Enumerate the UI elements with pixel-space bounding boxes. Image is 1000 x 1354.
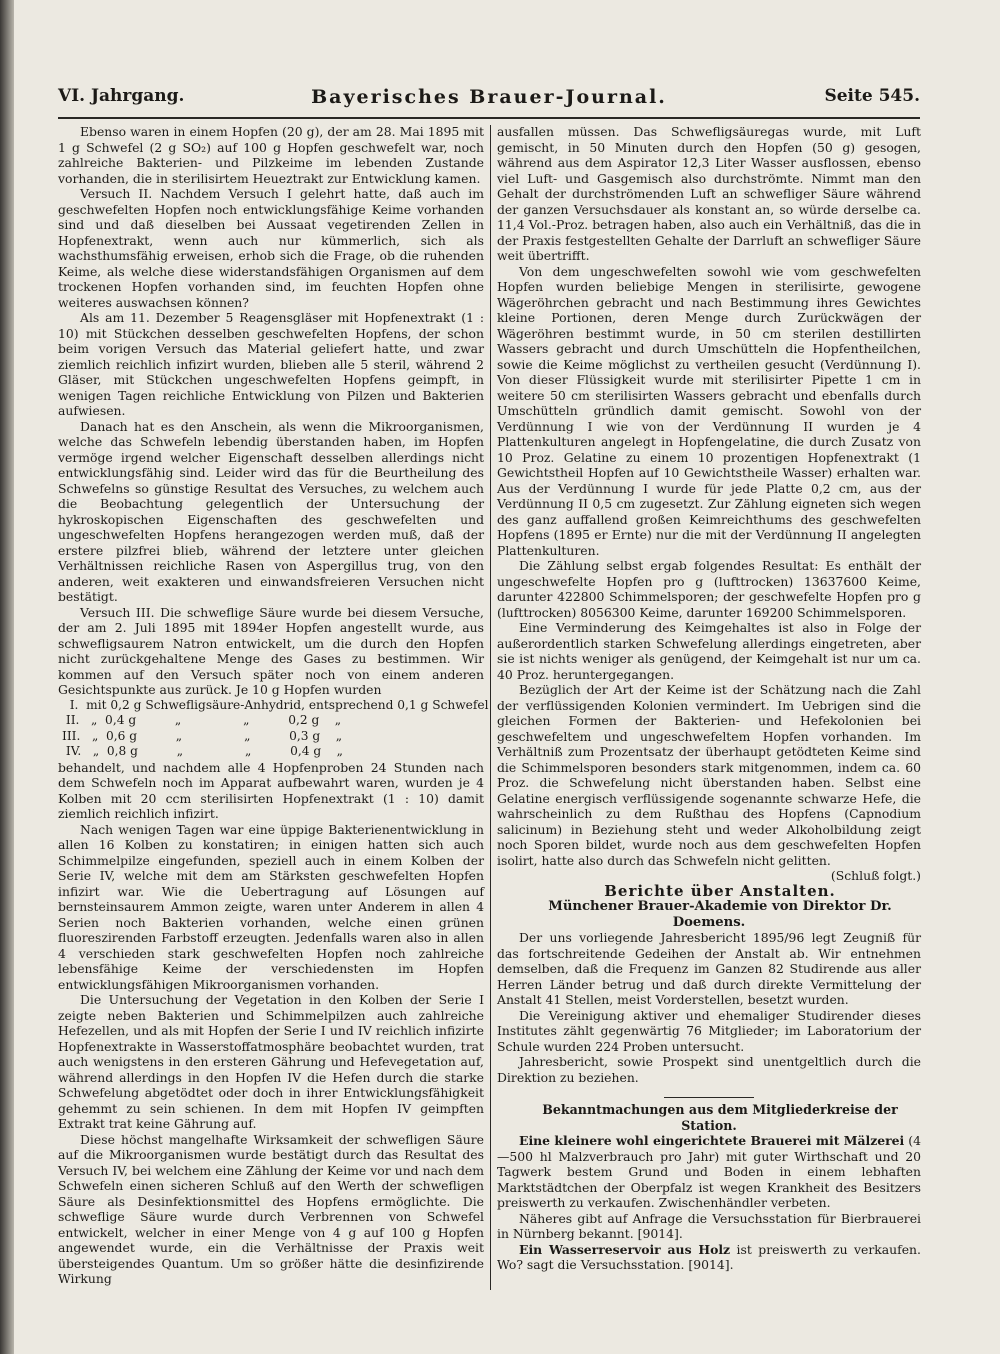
paragraph: Bezüglich der Art der Keime ist der Schätzung nach die Zahl der verflüssigenden Kolonien vermindert. Im Uebrigen sind die gleichen Formen der Bakterien- und Hefekolonien bei geschwefeltem und ungeschwefeltem Hopfen vorhanden. Im Verhältniß zum Prozentsatz der überhaupt getödteten Keime sind die Schimmelsporen besonders stark mitgenommen, indem ca. 60 Proz. die Schwefelung nicht überstanden haben. Selbst eine Gelatine energisch verflüssigende sogenannte schwarze Hefe, die wahrscheinlich zu dem Rußthau des Hopfens (Capnodium salicinum) in Beziehung steht und weder Alkoholbildung zeigt noch Sporen bildet, wurde noch aus dem geschwefelten Hopfen isolirt, hatte also durch das Schwefeln nicht gelitten. [497,682,921,868]
header-rule [58,117,920,119]
section-title: Berichte über Anstalten. [604,881,836,900]
left-column [58,124,489,1287]
dose-line: IV. „ 0,8 g „ „ 0,4 g „ [62,744,343,758]
paragraph: Jahresbericht, sowie Prospekt sind unentgeltlich durch die Direktion zu beziehen. [497,1054,921,1085]
paragraph: Die Vereinigung aktiver und ehemaliger Studirender dieses Institutes zählt gegenwärtig 76 Mitglieder; im Laboratorium der Schule wurden 224 Proben untersucht. [497,1007,921,1054]
notice-heading: Eine kleinere wohl eingerichtete Brauerei mit Mälzerei [519,1133,905,1148]
paragraph: Danach hat es den Anschein, als wenn die Mikroorganismen, welche das Schwefeln lebendig überstanden haben, im Hopfen vermöge irgend welcher Eigenschaft desselben allerdings nicht entwicklungsfähig sind. Leider wird das für die Beurtheilung des Schwefelns so günstige Resultat des Versuches, zu welchem auch die Beobachtung gelegentlich der Untersuchung der hykroskopischen Eigenschaften des geschwefelten und ungeschwefelten Hopfens herangezogen werden muß, daß der erstere pilzfrei blieb, während der letztere unter gleichen Verhältnissen reichliche Rasen von Aspergillus trug, von den anderen, weit exakteren und einwandsfreieren Versuchen nicht bestätigt. [58,418,484,604]
paragraph: Versuch II. Nachdem Versuch I gelehrt hatte, daß auch im geschwefelten Hopfen noch entwicklungsfähige Keime vorhanden sind und daß dieselben bei Aussaat vegetirenden Zellen in Hopfenextrakt, wenn auch nur kümmerlich, sich als wachsthumsfähig erweisen, erhob sich die Frage, ob die ruhenden Keime, als welche diese widerstandsfähigen Organismen auf dem trockenen Hopfen vorhanden sind, im feuchten Hopfen ohne weiteres auswachsen können? [58,186,484,310]
notice-body: ist preiswerth zu verkaufen. Wo? sagt die Versuchsstation. [9014]. [497,1241,921,1272]
section-subtitle: Münchener Brauer-Akademie von Direktor Dr. Doemens. [548,899,892,930]
paragraph: Diese höchst mangelhafte Wirksamkeit der schwefligen Säure auf die Mikroorganismen wurde bestätigt durch das Resultat des Versuch IV, bei welchem eine Zählung der Keime vor und nach dem Schwefeln einen sicheren Schluß auf den Werth der schwefligen Säure als Desinfektionsmittel des Hopfens ermöglichte. Die schweflige Säure wurde durch Verbrennen von Schwefel entwickelt, welcher in einer Menge von 4 g auf 100 g Hopfen angewendet wurde, ein die Verhältnisse der Praxis weit übersteigendes Quantum. Um so größer hätte die desinfizirende Wirkung [58,1131,484,1286]
paragraph: Nach wenigen Tagen war eine üppige Bakterienentwicklung in allen 16 Kolben zu konstatiren; in einigen hatten sich auch Schimmelpilze eingefunden, speziell auch in einem Kolben der Serie IV, welche mit dem am Stärksten geschwefelten Hopfen infizirt war. Wie die Uebertragung auf Lösungen auf bernsteinsaurem Ammon zeigte, waren unter Anderem in allen 4 Serien noch Bakterien vorhanden, welche einen grünen fluoreszirenden Farbstoff erzeugten. Jedenfalls waren also in allen 4 verschieden stark geschwefelten Hopfen noch zahlreiche lebensfähige Keime der verschiedensten im Hopfen entwicklungsfähigen Mikroorganismen vorhanden. [58,821,484,992]
paragraph: Eine Verminderung des Keimgehaltes ist also in Folge der außerordentlich starken Schwefelung allerdings eingetreten, aber sie ist nichts weniger als genügend, der Keimgehalt ist nur um ca. 40 Proz. heruntergegangen. [497,620,921,682]
notice [497,1133,921,1211]
section-rule [664,1097,754,1098]
paragraph: Die Untersuchung der Vegetation in den Kolben der Serie I zeigte neben Bakterien und Schimmelpilzen auch zahlreiche Hefezellen, und als mit Hopfen der Serie I und IV reichlich infizirte Hopfenextrakte in Wasserstoffatmosphäre beobachtet wurden, trat auch wenigstens in den ersteren Gährung und Hefevegetation auf, während allerdings in den Hopfen IV die Hefen durch die starke Schwefelung abgetödtet oder doch in ihrer Entwicklungsfähigkeit gehemmt zu sein schienen. In dem mit Hopfen IV geimpften Extrakt trat keine Gährung auf. [58,992,484,1131]
paragraph: Der uns vorliegende Jahresbericht 1895/96 legt Zeugniß für das fortschreitende Gedeihen der Anstalt ab. Wir entnehmen demselben, daß die Frequenz im Ganzen 82 Studirende aus aller Herren Länder betrug und daß durch direkte Vermittelung der Anstalt 41 Stellen, meist Vorderstellen, besetzt wurden. [497,930,921,1007]
dose-line: II. „ 0,4 g „ „ 0,2 g „ [62,713,342,727]
page-binding-edge [0,0,14,1354]
right-column [497,124,921,1273]
notice-heading: Ein Wasserreservoir aus Holz [519,1241,731,1257]
paragraph: Von dem ungeschwefelten sowohl wie vom geschwefelten Hopfen wurden beliebige Mengen in sterilisirte, gewogene Wägeröhrchen gebracht und nach Bestimmung ihres Gewichtes kleine Portionen, deren Menge durch Zurückwägen der Wägeröhren bestimmt wurde, in 50 cm sterilen destillirten Wassers gebracht und durch Umschütteln die Hopfentheilchen, sowie die Keime möglichst zu vertheilen gesucht (Verdünnung I). Von dieser Flüssigkeit wurde mit sterilisirter Pipette 1 cm in weitere 50 cm sterilisirten Wassers gebracht und ebenfalls durch Umschütteln gründlich damit gemischt. Sowohl von der Verdünnung I wie von der Verdünnung II wurden je 4 Plattenkulturen angelegt in Hopfengelatine, die durch Zusatz von 10 Proz. Gelatine zu einem 10 prozentigen Hopfenextrakt (1 Gewichtstheil Hopfen auf 10 Gewichtstheile Wasser) erhalten war. Aus der Verdünnung I wurde für jede Platte 0,2 cm, aus der Verdünnung II 0,5 cm zugesetzt. Zur Zählung eigneten sich wegen des ganz auffallend großen Keimreichthums des geschwefelten Hopfens (1895 er Ernte) nur die mit der Verdünnung II angelegten Plattenkulturen. [497,263,921,558]
page-number: Seite 545. [824,86,920,106]
paragraph: ausfallen müssen. Das Schwefligsäuregas wurde, mit Luft gemischt, in 50 Minuten durch den Hopfen (50 g) gesogen, während aus dem Aspirator 12,3 Liter Wasser ausflossen, ebenso viel Luft- und Gasgemisch also durchströmte. Nimmt man den Gehalt der durchströmenden Luft an schwefliger Säure während der ganzen Versuchsdauer als konstant an, so würde derselbe ca. 11,4 Vol.-Proz. betragen haben, also auch ein Verhältniß, das die in der Praxis festgestellten Gehalte der Darrluft an schwefliger Säure weit übertrifft. [497,124,921,263]
paragraph: Ebenso waren in einem Hopfen (20 g), der am 28. Mai 1895 mit 1 g Schwefel (2 g SO₂) auf 100 g Hopfen geschwefelt war, noch zahlreiche Bakterien- und Pilzkeime im lebenden Zustande vorhanden, die in sterilisirtem Heueztrakt zur Entwicklung kamen. [58,124,484,186]
notice-body: (4—500 hl Malzverbrauch pro Jahr) mit guter Wirthschaft und 20 Tagwerk bestem Grund und Boden in einem lebhaften Marktstädtchen der Oberpfalz ist wegen Krankheit des Besitzers preiswerth zu verkaufen. Zwischenhändler verbeten. [497,1133,921,1210]
paragraph: behandelt, und nachdem alle 4 Hopfenproben 24 Stunden nach dem Schwefeln noch im Apparat aufbewahrt waren, wurden je 4 Kolben mit 20 ccm sterilisirten Hopfenextrakt (1 : 10) damit ziemlich reichlich infizirt. [58,759,484,821]
page-header [58,82,920,112]
continuation-note: (Schluß folgt.) [830,868,921,883]
dose-line: III. „ 0,6 g „ „ 0,3 g „ [62,728,343,743]
notice [497,1242,921,1273]
paragraph: Näheres gibt auf Anfrage die Versuchsstation für Bierbrauerei in Nürnberg bekannt. [9014]. [497,1210,921,1241]
paragraph: Die Zählung selbst ergab folgendes Resultat: Es enthält der ungeschwefelte Hopfen pro g (lufttrocken) 13637600 Keime, darunter 422800 Schimmelsporen; der geschwefelte Hopfen pro g (lufttrocken) 8056300 Keime, darunter 169200 Schimmelsporen. [497,558,921,620]
notices-title: Bekanntmachungen aus dem Mitgliederkreise der Station. [542,1102,898,1133]
dose-line: I. mit 0,2 g Schwefligsäure-Anhydrid, entsprechend 0,1 g Schwefel [62,697,489,712]
volume-label: VI. Jahrgang. [58,86,185,106]
paragraph: Versuch III. Die schweflige Säure wurde bei diesem Versuche, der am 2. Juli 1895 mit 1894er Hopfen angestellt wurde, aus schwefligsaurem Natron entwickelt, um die durch den Hopfen nicht zurückgehaltene Menge des Gases zu bestimmen. Wir kommen auf den Versuch später noch von einem anderen Gesichtspunkte aus zurück. Je 10 g Hopfen wurden [58,604,484,697]
journal-title: Bayerisches Brauer-Journal. [311,86,667,108]
paragraph: Als am 11. Dezember 5 Reagensgläser mit Hopfenextrakt (1 : 10) mit Stückchen desselben geschwefelten Hopfens, der schon beim vorigen Versuch das Material geliefert hatte, und zwar ziemlich reichlich infizirt wurden, blieben alle 5 steril, während 2 Gläser, mit Stückchen ungeschwefelten Hopfens geimpft, in wenigen Tagen reichliche Entwicklung von Pilzen und Bakterien aufwiesen. [58,310,484,418]
column-divider [490,125,491,1290]
